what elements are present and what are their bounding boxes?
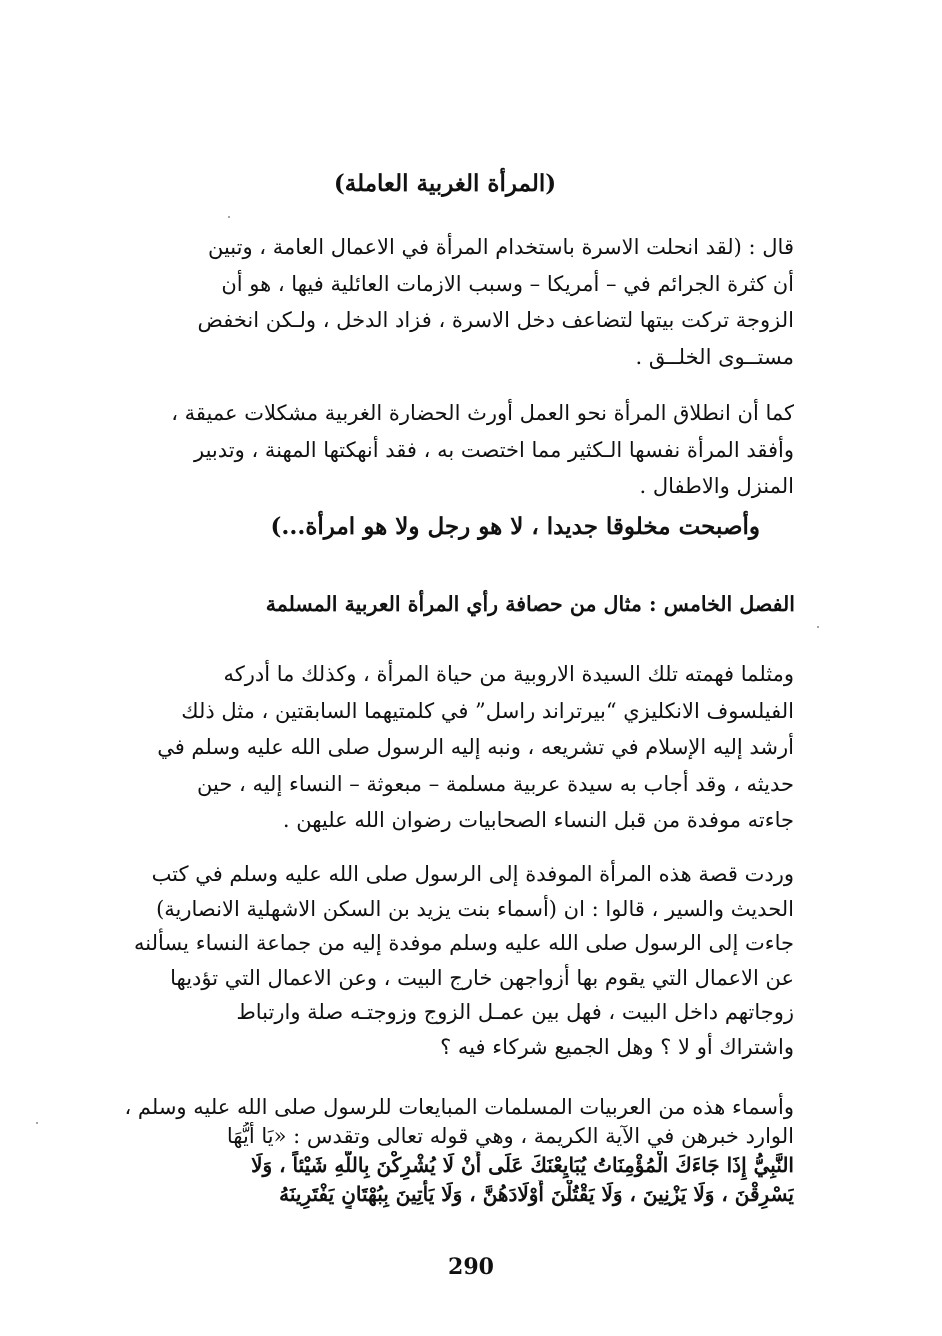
section-title: (المرأة الغربية العاملة) [333,170,557,197]
paragraph-4 [124,857,794,1065]
text-line: ومثلما فهمته تلك السيدة الاروبية من حياة المرأة ، وكذلك ما أدركه [223,662,794,686]
paragraph-2 [124,395,794,505]
text-line: وأسماء هذه من العربيات المسلمات المبايعات للرسول صلى الله عليه وسلم ، [124,1095,794,1119]
text-line: مستــوى الخلــق . [635,344,794,369]
text-line: أرشد إليه الإسلام في تشريعه ، ونبه إليه الرسول صلى الله عليه وسلم في [157,735,794,759]
text-line: جاءت إلى الرسول صلى الله عليه وسلم موفدة إليه من جماعة النساء يسألنه [134,931,794,956]
text-line: المنزل والاطفال . [639,474,794,498]
chapter-heading: الفصل الخامس : مثال من حصافة رأي المرأة العربية المسلمة [265,592,795,616]
text-line: واشتراك أو لا ؟ وهل الجميع شركاء فيه ؟ [440,1034,794,1059]
scan-speck [36,1122,38,1124]
scan-speck [817,626,819,628]
text-line: الزوجة تركت بيتها لتضاعف دخل الاسرة ، فزاد الدخل ، ولـكن انخفض [197,308,794,332]
text-line: الفيلسوف الانكليزي “بيرتراند راسل” في كلمتيهما السابقتين ، مثل ذلك [181,698,794,723]
text-line: الوارد خبرهن في الآية الكريمة ، وهي قوله تعالى وتقدس : «يَا أَيُّهَا [226,1124,794,1148]
paragraph-1 [124,229,794,375]
text-line: عن الاعمال التي يقوم بها أزواجهن خارج البيت ، وعن الاعمال التي تؤديها [170,965,794,990]
text-line: زوجاتهم داخل البيت ، فهل بين عمـل الزوج وزوجتـه صلة وارتباط [236,1000,794,1025]
bold-quote-line: وأصبحت مخلوقا جديدا ، لا هو رجل ولا هو امرأة...) [270,513,760,540]
text-line: قال : (لقد انحلت الاسرة باستخدام المرأة في الاعمال العامة ، وتبين [207,235,794,259]
text-line: الحديث والسير ، قالوا : ان (أسماء بنت يزيد بن السكن الاشهلية الانصارية) [156,896,794,921]
paragraph-5 [124,1093,794,1209]
paragraph-3 [124,656,794,839]
scan-speck [228,216,230,218]
page-number: 290 [448,1254,494,1280]
text-line: أن كثرة الجرائم في – أمريكا – وسبب الازمات العائلية فيها ، هو أن [221,271,794,296]
text-line: وردت قصة هذه المرأة الموفدة إلى الرسول صلى الله عليه وسلم في كتب [151,862,794,886]
text-line: جاءته موفدة من قبل النساء الصحابيات رضوان الله عليهن . [282,808,794,832]
text-line: وأفقد المرأة نفسها الـكثير مما اختصت به ، فقد أنهكتها المهنة ، وتدبير [194,437,794,462]
quran-verse-line: النَّبِيُّ إِذَا جَاءَكَ الْمُؤْمِنَاتُ يُبَايِعْنَكَ عَلَى أَنْ لَا يُشْرِكْنَ بِاللَّهِ شَيْئاً ، وَلَا [251,1153,794,1177]
quran-verse-line: يَسْرِقْنَ ، وَلَا يَزْنِينَ ، وَلَا يَقْتُلْنَ أَوْلَادَهُنَّ ، وَلَا يَأْتِينَ بِبُهْتَانٍ يَفْتَرِينَهُ [279,1182,794,1206]
text-line: كما أن انطلاق المرأة نحو العمل أورث الحضارة الغربية مشكلات عميقة ، [171,401,794,425]
text-line: حديثه ، وقد أجاب به سيدة عربية مسلمة – مبعوثة – النساء إليه ، حين [197,771,794,796]
